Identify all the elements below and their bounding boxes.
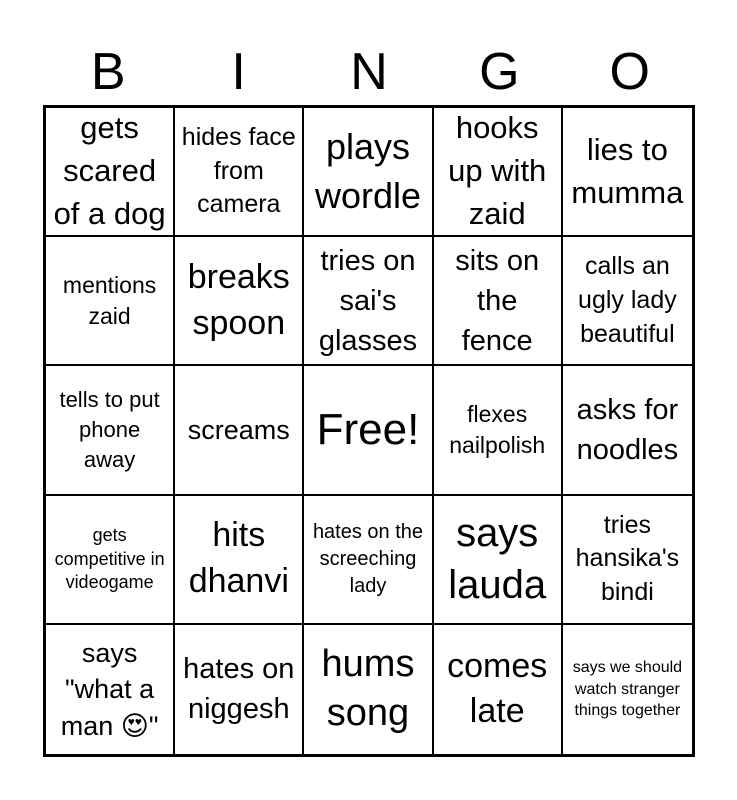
bingo-cell[interactable] — [563, 366, 692, 495]
bingo-cell[interactable] — [175, 625, 304, 754]
free-space-cell[interactable] — [304, 366, 433, 495]
bingo-cell[interactable] — [304, 625, 433, 754]
cell-text: screams — [187, 414, 290, 445]
cell-text: hits dhanvi — [188, 516, 289, 601]
cell-text: comes late — [447, 646, 548, 731]
cell-text: hates on the screeching lady — [312, 520, 424, 597]
bingo-cell[interactable] — [46, 496, 175, 625]
bingo-cell[interactable] — [46, 108, 175, 237]
cell-text: says "what a man 😍" — [60, 637, 159, 741]
cell-text: mentions zaid — [62, 271, 157, 329]
cell-text: says we should watch stranger things together — [572, 659, 683, 720]
bingo-cell[interactable] — [304, 237, 433, 366]
bingo-cell[interactable] — [563, 496, 692, 625]
bingo-cell[interactable] — [563, 108, 692, 237]
bingo-cell[interactable] — [46, 625, 175, 754]
bingo-cell[interactable] — [563, 625, 692, 754]
cell-text: hides face from camera — [181, 122, 296, 219]
bingo-cell[interactable] — [175, 496, 304, 625]
bingo-cell[interactable] — [434, 237, 563, 366]
bingo-cell[interactable] — [434, 625, 563, 754]
cell-text: breaks spoon — [187, 257, 290, 342]
cell-text: calls an ugly lady beautiful — [578, 252, 677, 348]
bingo-cell[interactable] — [175, 366, 304, 495]
header-letter-o: O — [609, 43, 650, 101]
cell-text: gets competitive in videogame — [54, 525, 165, 592]
bingo-card-grid — [43, 105, 695, 757]
cell-text: lies to mumma — [571, 131, 684, 210]
header-letter-b: B — [90, 43, 126, 101]
bingo-cell[interactable] — [46, 237, 175, 366]
cell-text: tries hansika's bindi — [575, 510, 680, 607]
header-letter-i: I — [231, 43, 246, 101]
cell-text: hooks up with zaid — [448, 110, 547, 231]
free-space-text: Free! — [316, 404, 420, 454]
cell-text: plays wordle — [314, 126, 422, 216]
bingo-cell[interactable] — [175, 108, 304, 237]
header-letter-n: N — [350, 43, 388, 101]
cell-text: hates on niggesh — [183, 653, 295, 726]
cell-text: hums song — [321, 643, 415, 735]
bingo-cell[interactable] — [434, 108, 563, 237]
bingo-cell[interactable] — [434, 496, 563, 625]
cell-text: gets scared of a dog — [53, 110, 166, 231]
cell-text: asks for noodles — [576, 393, 679, 466]
bingo-cell[interactable] — [434, 366, 563, 495]
cell-text: says lauda — [448, 511, 547, 608]
cell-text: tells to put phone away — [59, 387, 160, 472]
cell-text: sits on the fence — [455, 244, 540, 357]
cell-text: tries on sai's glasses — [318, 244, 418, 357]
bingo-cell[interactable] — [46, 366, 175, 495]
bingo-cell[interactable] — [175, 237, 304, 366]
bingo-header — [43, 38, 695, 106]
cell-text: flexes nailpolish — [449, 400, 546, 458]
header-letter-g: G — [479, 43, 520, 101]
bingo-cell[interactable] — [304, 496, 433, 625]
bingo-cell[interactable] — [304, 108, 433, 237]
bingo-cell[interactable] — [563, 237, 692, 366]
